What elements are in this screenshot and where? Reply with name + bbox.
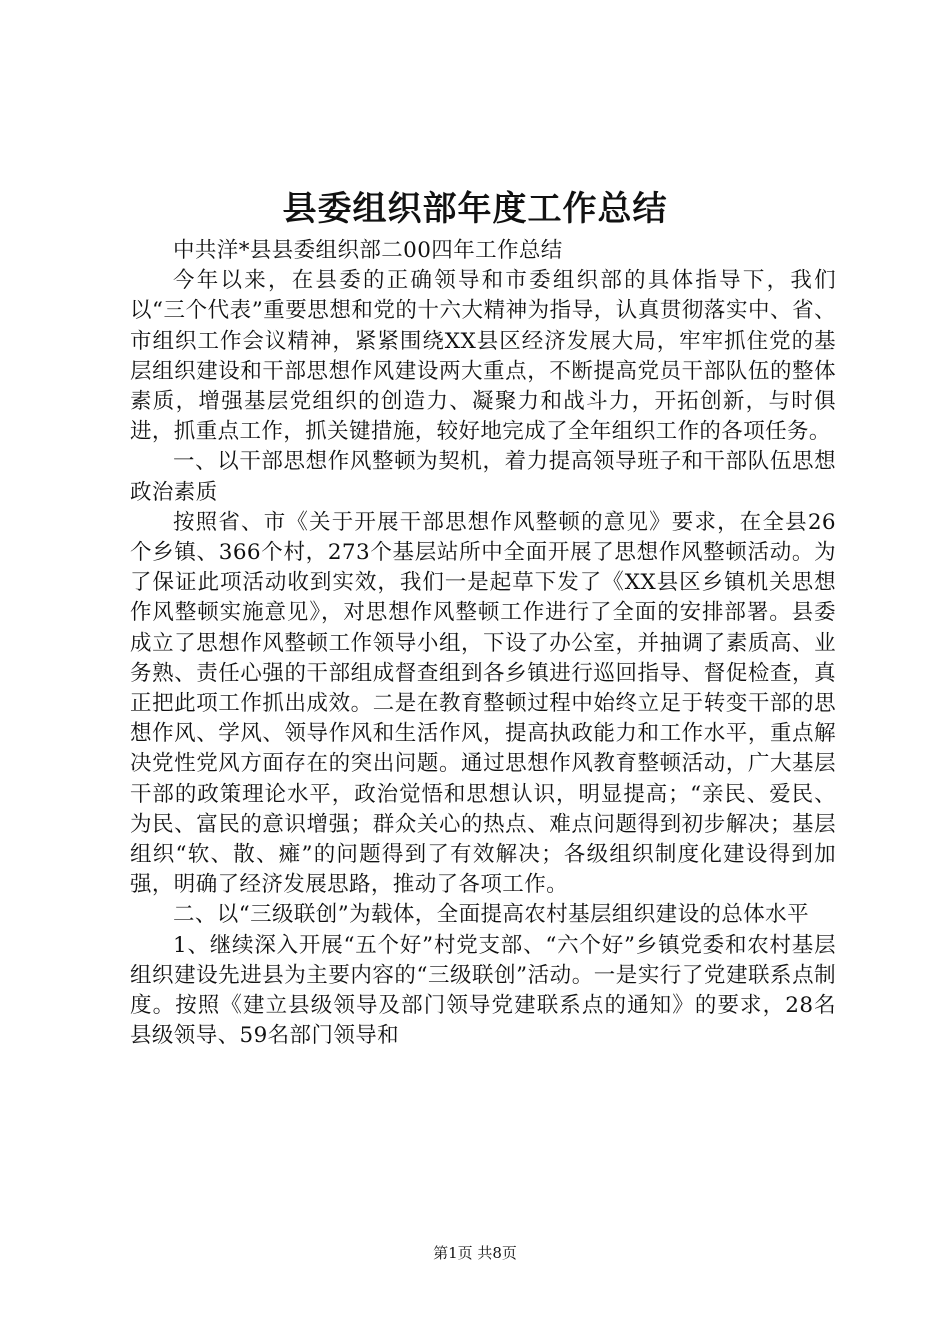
section-heading-2: 二、以“三级联创”为载体，全面提高农村基层组织建设的总体水平 <box>173 902 809 928</box>
document-title: 县委组织部年度工作总结 <box>282 189 668 229</box>
intro-paragraph: 今年以来，在县委的正确领导和市委组织部的具体指导下，我们以“三个代表”重要思想和党的十六大精神为指导，认真贯彻落实中、省、市组织工作会议精神，紧紧围绕XX县区经济发展大局，牢牢抓住党的基层组织建设和干部思想作风建设两大重点，不断提高党员干部队伍的整体素质，增强基层党组织的创造力、凝聚力和战斗力，开拓创新，与时俱进，抓重点工作，抓关键措施，较好地完成了全年组织工作的各项任务。 <box>130 268 836 445</box>
document-body <box>130 236 836 1051</box>
subtitle-paragraph: 中共洋*县县委组织部二00四年工作总结 <box>173 238 563 263</box>
section-2-paragraph: 1、继续深入开展“五个好”村党支部、“六个好”乡镇党委和农村基层组织建设先进县为主要内容的“三级联创”活动。一是实行了党建联系点制度。按照《建立县级领导及部门领导党建联系点的通知》的要求，28名县级领导、59名部门领导和 <box>130 932 836 1049</box>
section-1-paragraph: 按照省、市《关于开展干部思想作风整顿的意见》要求，在全县26个乡镇、366个村，273个基层站所中全面开展了思想作风整顿活动。为了保证此项活动收到实效，我们一是起草下发了《XX县区乡镇机关思想作风整顿实施意见》，对思想作风整顿工作进行了全面的安排部署。县委成立了思想作风整顿工作领导小组，下设了办公室，并抽调了素质高、业务熟、责任心强的干部组成督查组到各乡镇进行巡回指导、督促检查，真正把此项工作抓出成效。二是在教育整顿过程中始终立足于转变干部的思想作风、学风、领导作风和生活作风，提高执政能力和工作水平，重点解决党性党风方面存在的突出问题。通过思想作风教育整顿活动，广大基层干部的政策理论水平，政治觉悟和思想认识，明显提高；“亲民、爱民、为民、富民的意识增强；群众关心的热点、难点问题得到初步解决；基层组织“软、散、瘫”的问题得到了有效解决；各级组织制度化建设得到加强，明确了经济发展思路，推动了各项工作。 <box>130 509 836 898</box>
page-footer: 第1页 共8页 <box>433 1244 517 1262</box>
section-heading-1: 一、以干部思想作风整顿为契机，着力提高领导班子和干部队伍思想政治素质 <box>130 449 836 505</box>
